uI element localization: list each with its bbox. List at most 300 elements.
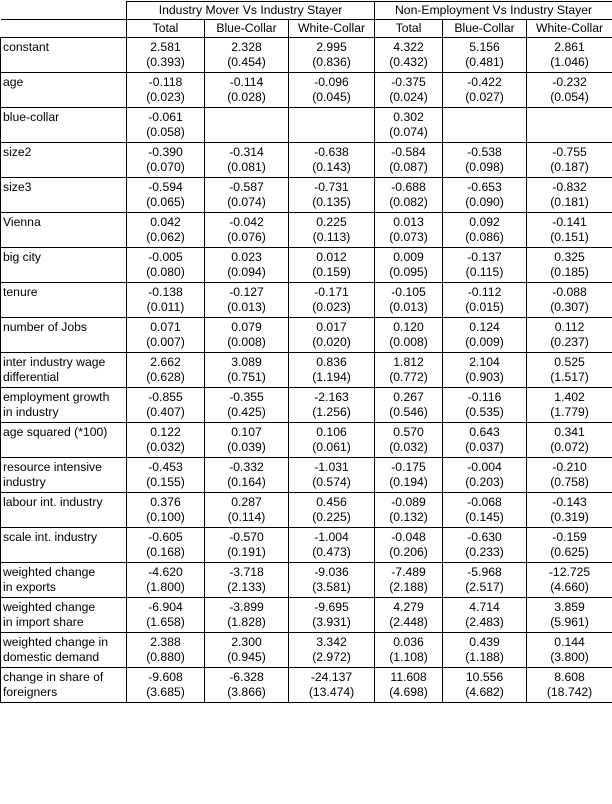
standard-error: (0.073) <box>389 230 428 244</box>
variable-label-line: blue-collar <box>3 110 60 124</box>
value-cell <box>205 248 289 283</box>
value-cell <box>443 493 527 528</box>
value-cell <box>289 143 375 178</box>
standard-error: (0.159) <box>312 265 351 279</box>
variable-label-line: resource intensive <box>3 460 102 474</box>
value-cell <box>289 283 375 318</box>
coefficient: 3.089 <box>231 355 262 369</box>
coefficient: 0.341 <box>554 425 585 439</box>
standard-error: (0.945) <box>227 650 266 664</box>
value-cell <box>205 598 289 633</box>
standard-error: (0.013) <box>227 300 266 314</box>
value-cell <box>527 528 612 563</box>
coefficient: 0.079 <box>231 320 262 334</box>
value-cell <box>375 528 443 563</box>
standard-error: (0.546) <box>389 405 428 419</box>
variable-label <box>1 668 127 703</box>
standard-error: (1.194) <box>312 370 351 384</box>
table-row <box>1 73 612 108</box>
column-header-row <box>1 20 612 38</box>
standard-error: (2.133) <box>227 580 266 594</box>
value-cell <box>289 38 375 73</box>
value-cell <box>375 598 443 633</box>
standard-error: (0.307) <box>550 300 589 314</box>
coefficient: 2.328 <box>231 40 262 54</box>
value-cell <box>375 248 443 283</box>
value-cell <box>205 668 289 703</box>
standard-error: (0.008) <box>227 335 266 349</box>
coefficient: 0.023 <box>231 250 262 264</box>
value-cell <box>443 108 527 143</box>
coefficient: 0.092 <box>469 215 500 229</box>
standard-error: (1.108) <box>389 650 428 664</box>
standard-error: (0.164) <box>227 475 266 489</box>
value-cell <box>289 318 375 353</box>
variable-label-line: tenure <box>3 285 38 299</box>
value-cell <box>127 423 205 458</box>
coefficient: 8.608 <box>554 670 585 684</box>
coefficient: 5.156 <box>469 40 500 54</box>
standard-error: (0.082) <box>389 195 428 209</box>
value-cell <box>527 668 612 703</box>
standard-error: (0.132) <box>389 510 428 524</box>
coefficient: -0.653 <box>467 180 502 194</box>
coefficient: 0.144 <box>554 635 585 649</box>
variable-label-line: constant <box>3 40 50 54</box>
table-row <box>1 143 612 178</box>
variable-label <box>1 528 127 563</box>
standard-error: (0.206) <box>389 545 428 559</box>
standard-error: (0.054) <box>550 90 589 104</box>
coefficient: 2.995 <box>316 40 347 54</box>
coefficient: -0.638 <box>314 145 349 159</box>
coefficient: -0.453 <box>148 460 183 474</box>
standard-error: (1.188) <box>465 650 504 664</box>
variable-label <box>1 458 127 493</box>
value-cell <box>127 178 205 213</box>
coefficient: 0.071 <box>150 320 181 334</box>
variable-label-line: change in share of <box>3 670 104 684</box>
value-cell <box>443 143 527 178</box>
standard-error: (0.009) <box>465 335 504 349</box>
value-cell <box>527 178 612 213</box>
coefficient: 0.013 <box>393 215 424 229</box>
standard-error: (0.233) <box>465 545 504 559</box>
variable-label <box>1 423 127 458</box>
standard-error: (0.023) <box>146 90 185 104</box>
coefficient: 3.859 <box>554 600 585 614</box>
standard-error: (0.155) <box>146 475 185 489</box>
table-row <box>1 493 612 528</box>
value-cell <box>127 248 205 283</box>
variable-label <box>1 248 127 283</box>
coefficient: 0.112 <box>554 320 585 334</box>
standard-error: (0.625) <box>550 545 589 559</box>
coefficient: -0.137 <box>467 250 502 264</box>
value-cell <box>127 458 205 493</box>
coefficient: 0.456 <box>316 495 347 509</box>
coefficient: -0.105 <box>391 285 426 299</box>
value-cell <box>443 633 527 668</box>
coefficient: -0.422 <box>467 75 502 89</box>
standard-error: (0.187) <box>550 160 589 174</box>
coefficient: 0.042 <box>150 215 181 229</box>
column-header: White-Collar <box>527 20 612 38</box>
value-cell <box>205 143 289 178</box>
standard-error: (0.772) <box>389 370 428 384</box>
value-cell <box>443 73 527 108</box>
coefficient: -0.605 <box>148 530 183 544</box>
coefficient: -0.390 <box>148 145 183 159</box>
coefficient: -3.718 <box>229 565 264 579</box>
standard-error: (0.098) <box>465 160 504 174</box>
coefficient: -0.232 <box>552 75 587 89</box>
standard-error: (0.072) <box>550 440 589 454</box>
standard-error: (3.800) <box>550 650 589 664</box>
value-cell <box>375 353 443 388</box>
variable-label <box>1 38 127 73</box>
standard-error: (0.181) <box>550 195 589 209</box>
value-cell <box>289 458 375 493</box>
standard-error: (1.517) <box>550 370 589 384</box>
regression-table-container <box>0 1 612 703</box>
standard-error: (1.658) <box>146 615 185 629</box>
regression-table <box>0 1 612 703</box>
table-row <box>1 633 612 668</box>
coefficient: -0.116 <box>467 390 502 404</box>
standard-error: (0.407) <box>146 405 185 419</box>
variable-label-line: in exports <box>3 580 56 594</box>
coefficient: 2.388 <box>150 635 181 649</box>
value-cell <box>289 528 375 563</box>
value-cell <box>289 423 375 458</box>
coefficient: 0.570 <box>393 425 424 439</box>
value-cell <box>443 178 527 213</box>
value-cell <box>289 108 375 143</box>
column-header: Blue-Collar <box>205 20 289 38</box>
value-cell <box>205 318 289 353</box>
coefficient: -3.899 <box>229 600 264 614</box>
value-cell <box>205 213 289 248</box>
value-cell <box>375 178 443 213</box>
coefficient: -9.608 <box>148 670 183 684</box>
standard-error: (1.046) <box>550 55 589 69</box>
coefficient: 0.643 <box>469 425 500 439</box>
coefficient: 1.812 <box>393 355 424 369</box>
standard-error: (2.448) <box>389 615 428 629</box>
coefficient: -0.159 <box>552 530 587 544</box>
standard-error: (0.008) <box>389 335 428 349</box>
variable-label-line: in industry <box>3 405 59 419</box>
standard-error: (0.751) <box>227 370 266 384</box>
standard-error: (0.191) <box>227 545 266 559</box>
value-cell <box>527 318 612 353</box>
variable-label-line: size3 <box>3 180 32 194</box>
standard-error: (0.114) <box>227 510 266 524</box>
standard-error: (0.045) <box>312 90 351 104</box>
coefficient: 0.036 <box>393 635 424 649</box>
coefficient: 0.017 <box>316 320 347 334</box>
table-row <box>1 563 612 598</box>
corner-cell <box>1 20 127 38</box>
standard-error: (0.032) <box>146 440 185 454</box>
table-row <box>1 178 612 213</box>
value-cell <box>127 283 205 318</box>
coefficient: 0.106 <box>316 425 347 439</box>
standard-error: (0.903) <box>465 370 504 384</box>
standard-error: (0.007) <box>146 335 185 349</box>
coefficient: -0.143 <box>552 495 587 509</box>
value-cell <box>443 528 527 563</box>
standard-error: (0.758) <box>550 475 589 489</box>
standard-error: (0.090) <box>465 195 504 209</box>
standard-error: (0.081) <box>227 160 266 174</box>
value-cell <box>127 353 205 388</box>
value-cell <box>443 353 527 388</box>
coefficient: 4.279 <box>393 600 424 614</box>
coefficient: -0.171 <box>314 285 349 299</box>
group-header-row <box>1 2 612 20</box>
coefficient: 0.376 <box>150 495 181 509</box>
value-cell <box>527 388 612 423</box>
standard-error: (0.425) <box>227 405 266 419</box>
value-cell <box>127 388 205 423</box>
variable-label <box>1 283 127 318</box>
coefficient: 0.302 <box>393 110 424 124</box>
coefficient: -5.968 <box>467 565 502 579</box>
variable-label <box>1 353 127 388</box>
standard-error: (2.188) <box>389 580 428 594</box>
value-cell <box>527 73 612 108</box>
coefficient: -0.118 <box>148 75 183 89</box>
value-cell <box>205 178 289 213</box>
value-cell <box>443 423 527 458</box>
standard-error: (0.135) <box>312 195 351 209</box>
standard-error: (0.070) <box>146 160 185 174</box>
value-cell <box>527 353 612 388</box>
coefficient: 0.225 <box>316 215 347 229</box>
value-cell <box>443 38 527 73</box>
table-row <box>1 458 612 493</box>
value-cell <box>527 633 612 668</box>
coefficient: 0.525 <box>554 355 585 369</box>
table-row <box>1 353 612 388</box>
coefficient: -0.584 <box>391 145 426 159</box>
standard-error: (0.237) <box>550 335 589 349</box>
coefficient: -0.068 <box>467 495 502 509</box>
value-cell <box>289 213 375 248</box>
table-row <box>1 528 612 563</box>
variable-label-line: Vienna <box>3 215 41 229</box>
value-cell <box>443 318 527 353</box>
coefficient: -0.594 <box>148 180 183 194</box>
variable-label <box>1 563 127 598</box>
variable-label-line: inter industry wage <box>3 355 106 369</box>
coefficient: -0.088 <box>552 285 587 299</box>
coefficient: -0.175 <box>391 460 426 474</box>
coefficient: 0.107 <box>231 425 262 439</box>
table-row <box>1 423 612 458</box>
standard-error: (1.828) <box>227 615 266 629</box>
standard-error: (0.058) <box>146 125 185 139</box>
variable-label-line: weighted change <box>3 600 96 614</box>
value-cell <box>205 563 289 598</box>
standard-error: (2.483) <box>465 615 504 629</box>
coefficient: 10.556 <box>465 670 504 684</box>
standard-error: (0.319) <box>550 510 589 524</box>
standard-error: (0.393) <box>146 55 185 69</box>
standard-error: (2.972) <box>312 650 351 664</box>
standard-error: (0.061) <box>312 440 351 454</box>
coefficient: 2.104 <box>469 355 500 369</box>
value-cell <box>443 598 527 633</box>
standard-error: (0.095) <box>389 265 428 279</box>
value-cell <box>375 318 443 353</box>
value-cell <box>527 423 612 458</box>
value-cell <box>205 283 289 318</box>
value-cell <box>205 458 289 493</box>
table-row <box>1 213 612 248</box>
coefficient: -0.089 <box>391 495 426 509</box>
standard-error: (0.432) <box>389 55 428 69</box>
coefficient: -0.005 <box>148 250 183 264</box>
value-cell <box>527 38 612 73</box>
standard-error: (0.074) <box>389 125 428 139</box>
standard-error: (0.836) <box>312 55 351 69</box>
value-cell <box>527 563 612 598</box>
value-cell <box>375 388 443 423</box>
coefficient: -7.489 <box>391 565 426 579</box>
value-cell <box>205 73 289 108</box>
variable-label <box>1 318 127 353</box>
coefficient: -0.004 <box>467 460 502 474</box>
value-cell <box>375 458 443 493</box>
coefficient: -12.725 <box>548 565 591 579</box>
coefficient: -0.855 <box>148 390 183 404</box>
variable-label-line: industry <box>3 475 46 489</box>
coefficient: -0.048 <box>391 530 426 544</box>
coefficient: -4.620 <box>148 565 183 579</box>
value-cell <box>375 633 443 668</box>
value-cell <box>205 353 289 388</box>
coefficient: 3.342 <box>316 635 347 649</box>
coefficient: 2.662 <box>150 355 181 369</box>
coefficient: -0.375 <box>391 75 426 89</box>
variable-label-line: differential <box>3 370 60 384</box>
standard-error: (0.027) <box>465 90 504 104</box>
value-cell <box>527 598 612 633</box>
column-header: White-Collar <box>289 20 375 38</box>
table-row <box>1 318 612 353</box>
value-cell <box>205 528 289 563</box>
variable-label-line: size2 <box>3 145 32 159</box>
coefficient: -1.004 <box>314 530 349 544</box>
value-cell <box>205 388 289 423</box>
value-cell <box>527 458 612 493</box>
standard-error: (0.023) <box>312 300 351 314</box>
standard-error: (1.779) <box>550 405 589 419</box>
coefficient: 0.267 <box>393 390 424 404</box>
table-row <box>1 108 612 143</box>
coefficient: -6.328 <box>229 670 264 684</box>
value-cell <box>527 283 612 318</box>
standard-error: (0.574) <box>312 475 351 489</box>
column-header: Total <box>375 20 443 38</box>
coefficient: 0.287 <box>231 495 262 509</box>
coefficient: 2.300 <box>231 635 262 649</box>
coefficient: -0.096 <box>314 75 349 89</box>
variable-label-line: domestic demand <box>3 650 100 664</box>
variable-label <box>1 178 127 213</box>
standard-error: (1.800) <box>146 580 185 594</box>
standard-error: (3.931) <box>312 615 351 629</box>
value-cell <box>289 633 375 668</box>
coefficient: -0.832 <box>552 180 587 194</box>
standard-error: (0.145) <box>465 510 504 524</box>
variable-label <box>1 143 127 178</box>
standard-error: (0.011) <box>146 300 185 314</box>
column-header: Blue-Collar <box>443 20 527 38</box>
coefficient: 0.124 <box>469 320 500 334</box>
value-cell <box>527 213 612 248</box>
variable-label <box>1 108 127 143</box>
standard-error: (0.194) <box>389 475 428 489</box>
value-cell <box>443 388 527 423</box>
coefficient: -6.904 <box>148 600 183 614</box>
standard-error: (0.143) <box>312 160 351 174</box>
table-row <box>1 283 612 318</box>
coefficient: -0.061 <box>148 110 183 124</box>
standard-error: (3.685) <box>146 685 185 699</box>
value-cell <box>205 38 289 73</box>
coefficient: -0.688 <box>391 180 426 194</box>
variable-label-line: foreigners <box>3 685 58 699</box>
standard-error: (0.065) <box>146 195 185 209</box>
coefficient: 11.608 <box>390 670 427 684</box>
value-cell <box>375 73 443 108</box>
table-row <box>1 38 612 73</box>
standard-error: (0.080) <box>146 265 185 279</box>
standard-error: (0.535) <box>465 405 504 419</box>
standard-error: (0.185) <box>550 265 589 279</box>
variable-label-line: age <box>3 75 24 89</box>
variable-label <box>1 493 127 528</box>
value-cell <box>375 563 443 598</box>
value-cell <box>443 283 527 318</box>
standard-error: (3.866) <box>227 685 266 699</box>
coefficient: -0.570 <box>229 530 264 544</box>
coefficient: -0.127 <box>229 285 264 299</box>
coefficient: -0.630 <box>467 530 502 544</box>
coefficient: 0.836 <box>316 355 347 369</box>
standard-error: (4.660) <box>550 580 589 594</box>
value-cell <box>127 668 205 703</box>
variable-label-line: number of Jobs <box>3 320 88 334</box>
coefficient: -0.141 <box>552 215 587 229</box>
value-cell <box>443 458 527 493</box>
standard-error: (0.037) <box>465 440 504 454</box>
variable-label <box>1 633 127 668</box>
coefficient: -0.114 <box>229 75 264 89</box>
variable-label-line: labour int. industry <box>3 495 103 509</box>
value-cell <box>289 493 375 528</box>
value-cell <box>289 598 375 633</box>
value-cell <box>127 493 205 528</box>
coefficient: 0.009 <box>393 250 424 264</box>
coefficient: 0.439 <box>469 635 500 649</box>
value-cell <box>127 38 205 73</box>
standard-error: (0.115) <box>465 265 504 279</box>
